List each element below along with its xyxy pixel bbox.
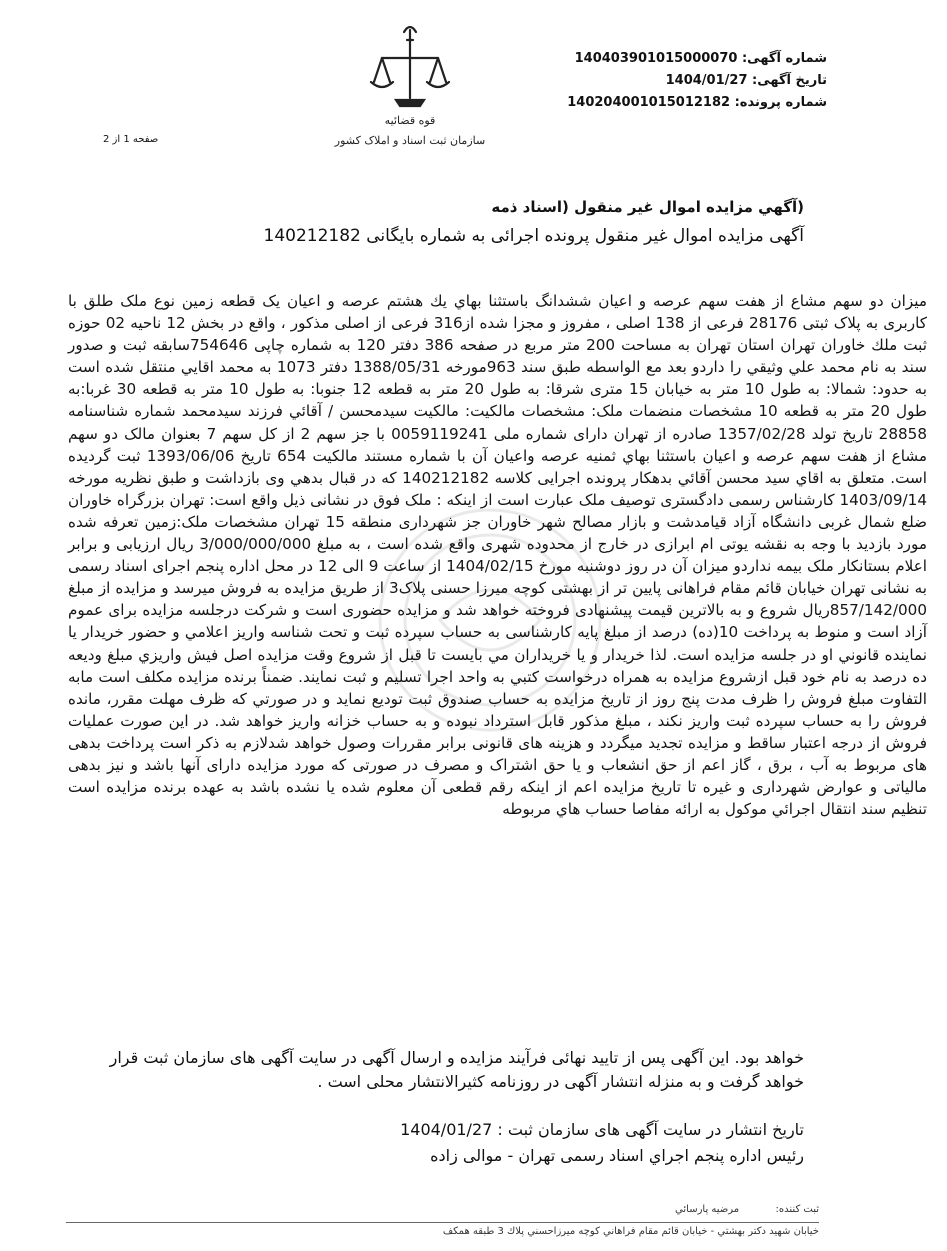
notice-date: 1404/01/27 bbox=[665, 73, 748, 88]
notice-date-label: تاریخ آگهی: bbox=[752, 73, 827, 88]
footer-address: خيابان شهيد دكتر بهشتي - خيابان قائم مقام فراهاني كوچه ميرزاحسني پلاك 3 طبقه همكف bbox=[442, 1226, 819, 1237]
page-subtitle: آگهی مزایده اموال غیر منقول پرونده اجرائی به شماره بایگانی 140212182 bbox=[263, 226, 804, 246]
page-indicator: صفحه 1 از 2 bbox=[103, 134, 159, 145]
judiciary-scales-emblem-icon bbox=[330, 20, 490, 155]
notice-number-label: شماره آگهی: bbox=[741, 51, 827, 66]
case-number: 140204001015012182 bbox=[567, 95, 731, 110]
registered-by-row bbox=[675, 1204, 819, 1215]
case-number-label: شماره پرونده: bbox=[734, 95, 827, 110]
main-body-paragraph: میزان دو سهم مشاع از هفت سهم عرصه و اعیان ششدانگ باستثنا بهاي يك هشتم عرصه و اعيان يک قطعه زمين نوع ملک طلق با کاربری به پلاک ثبتی 28176 فرعی از 138 اصلی ، مفروز و مجزا شده از316 فرعی از اصلی مذکور ، واقع در بخش 12 ناحيه 02 حوزه ثبت ملك خاوران تهران استان تهران به مساحت 200 متر مربع در صفحه 386 دفتر 120 به شماره چاپی 754646سابقه ثبت و صدور سند به نام محمد علي وثيقي را داردو بعد مع الواسطه طبق سند 963مورخه 1388/05/31 دفتر 1073 به محمد اقايي منتقل شده است به حدود: شمالا: به طول 10 متر به خیابان 15 متری شرقا: به طول 20 متر به قطعه 12 جنوبا: به طول 10 متر به قطعه 30 غربا:به طول 20 متر به قطعه 10 مشخصات منضمات ملک: مشخصات مالکیت: مالکیت سیدمحسن / آقائي فرزند سیدمحمد شماره شناسنامه 28858 تاریخ تولد 1357/02/28 صادره از تهران دارای شماره ملی 0059119241 با جز سهم 2 از کل سهم 7 بعنوان مالک دو سهم مشاع از هفت سهم عرصه و اعیان باستثنا بهاي ثمنيه عرصه واعیان آن با شماره مستند مالکیت 654 تاریخ 1393/06/06 ثبت گردیده است. متعلق به اقاي سيد محسن آقائي بدهکار پرونده اجرایی کلاسه 140212182 که در قبال بدهي وی بازداشت و طبق نظريه مورخه 1403/09/14 کارشناس رسمی دادگستری توصیف ملک عبارت است از اینکه : ملک فوق در نشانی ذیل واقع است: تهران بزرگراه خاوران ضلع شمال غربی دانشگاه آزاد قیامدشت و بازار مصالح شهر خاوران جز شهرداری منطقه 15 تهران مشخصات ملک:زمین تعرفه شده مورد بازدید با وجه به نقشه یوتی ام ابرازی در خارج از محدوده شهری واقع شده است ، به مبلغ 3/000/000/000 ریال ارزیابی و برابر اعلام بستانکار ملک بیمه نداردو میزان آن در روز دوشنبه مورخ 1404/02/15 از ساعت 9 الی 12 در محل اداره پنجم اجرای اسناد رسمی به نشانی تهران خیابان قائم مقام فراهانی پایین تر از بهشتی کوچه میرزا حسنی پلاک3 از طریق مزایده به فروش میرسد و مزایده از مبلغ 857/142/000ریال شروع و به بالاترین قیمت پیشنهادی فروخته خواهد شد و مزايده حضوری است و شرکت درجلسه مزایده برای عموم آزاد است و منوط به پرداخت 10(ده) درصد از مبلغ پایه کارشناسی به حساب سپرده ثبت و تحت شناسه واریز اعلامي و حضور خریدار یا نماینده قانوني او در جلسه مزايده است. لذا خريدار و يا خريداران مي بايست تا قبل از شروع وقت مزايده اصل فيش واريزي مبلغ وديعه ده درصد به نام خود قبل ازشروع مزايده به همراه درخواست کتبي به واحد اجرا تسليم و ثبت نمايند. ضمناً برنده مزایده مکلف است مابه التفاوت مبلغ فروش را ظرف مدت پنج روز از تاریخ مزایده به حساب صندوق ثبت تودیع نماید و در صورتي که ظرف مهلت مقرر، مانده فروش را به حساب سپرده ثبت واريز نكند ، مبلغ مذكور قابل استرداد نبوده و به حساب خزانه واريز خواهد شد. در این صورت عمليات فروش از درجه اعتبار ساقط و مزايده تجديد ميگردد و هزینه های قانونی برابر مقررات وصول خواهد شدلازم به ذکر است پرداخت بدهی های مربوط به آب ، برق ، گاز اعم از حق انشعاب و يا حق اشتراک و مصرف در صورتی که مورد مزایده دارای آنها باشد و نیز بدهی مالیاتی و عوارض شهرداری و غیره تا تاریخ مزایده اعم از اینکه رقم قطعی آن معلوم شده یا نشده باشد به عهده برنده مزایده است تنظيم سند انتقال اجرائي موكول به ارائه مفاصا حساب هاي مربوطه bbox=[68, 292, 928, 819]
notice-date-row bbox=[567, 70, 827, 92]
second-paragraph: خواهد بود. این آگهی پس از تایید نهائی فرآیند مزایده و ارسال آگهی در سایت آگهی های سازمان ثبت قرار خواهد گرفت و به منزله انتشار آگهی در روزنامه کثیرالانتشار محلی است . bbox=[109, 1048, 804, 1091]
notice-number: 140403901015000070 bbox=[574, 51, 738, 66]
page-title: (آگهي مزايده اموال غير منقول (اسناد ذمه bbox=[491, 198, 804, 216]
notice-meta bbox=[567, 48, 827, 114]
publication-date-line: تاریخ انتشار در سایت آگهی های سازمان ثبت : 1404/01/27 bbox=[400, 1120, 804, 1139]
registered-by-name: مرضيه پارسائي bbox=[675, 1204, 740, 1215]
notice-number-row bbox=[567, 48, 827, 70]
signatory-line: رئیس اداره پنجم اجراي اسناد رسمی تهران - موالی زاده bbox=[430, 1146, 804, 1165]
case-number-row bbox=[567, 92, 827, 114]
emblem-line1: قوه قضائیه bbox=[384, 114, 436, 127]
emblem-line2: سازمان ثبت اسناد و املاک کشور bbox=[334, 134, 486, 147]
footer-divider bbox=[66, 1222, 819, 1223]
registered-by-label: ثبت کننده: bbox=[775, 1204, 819, 1215]
